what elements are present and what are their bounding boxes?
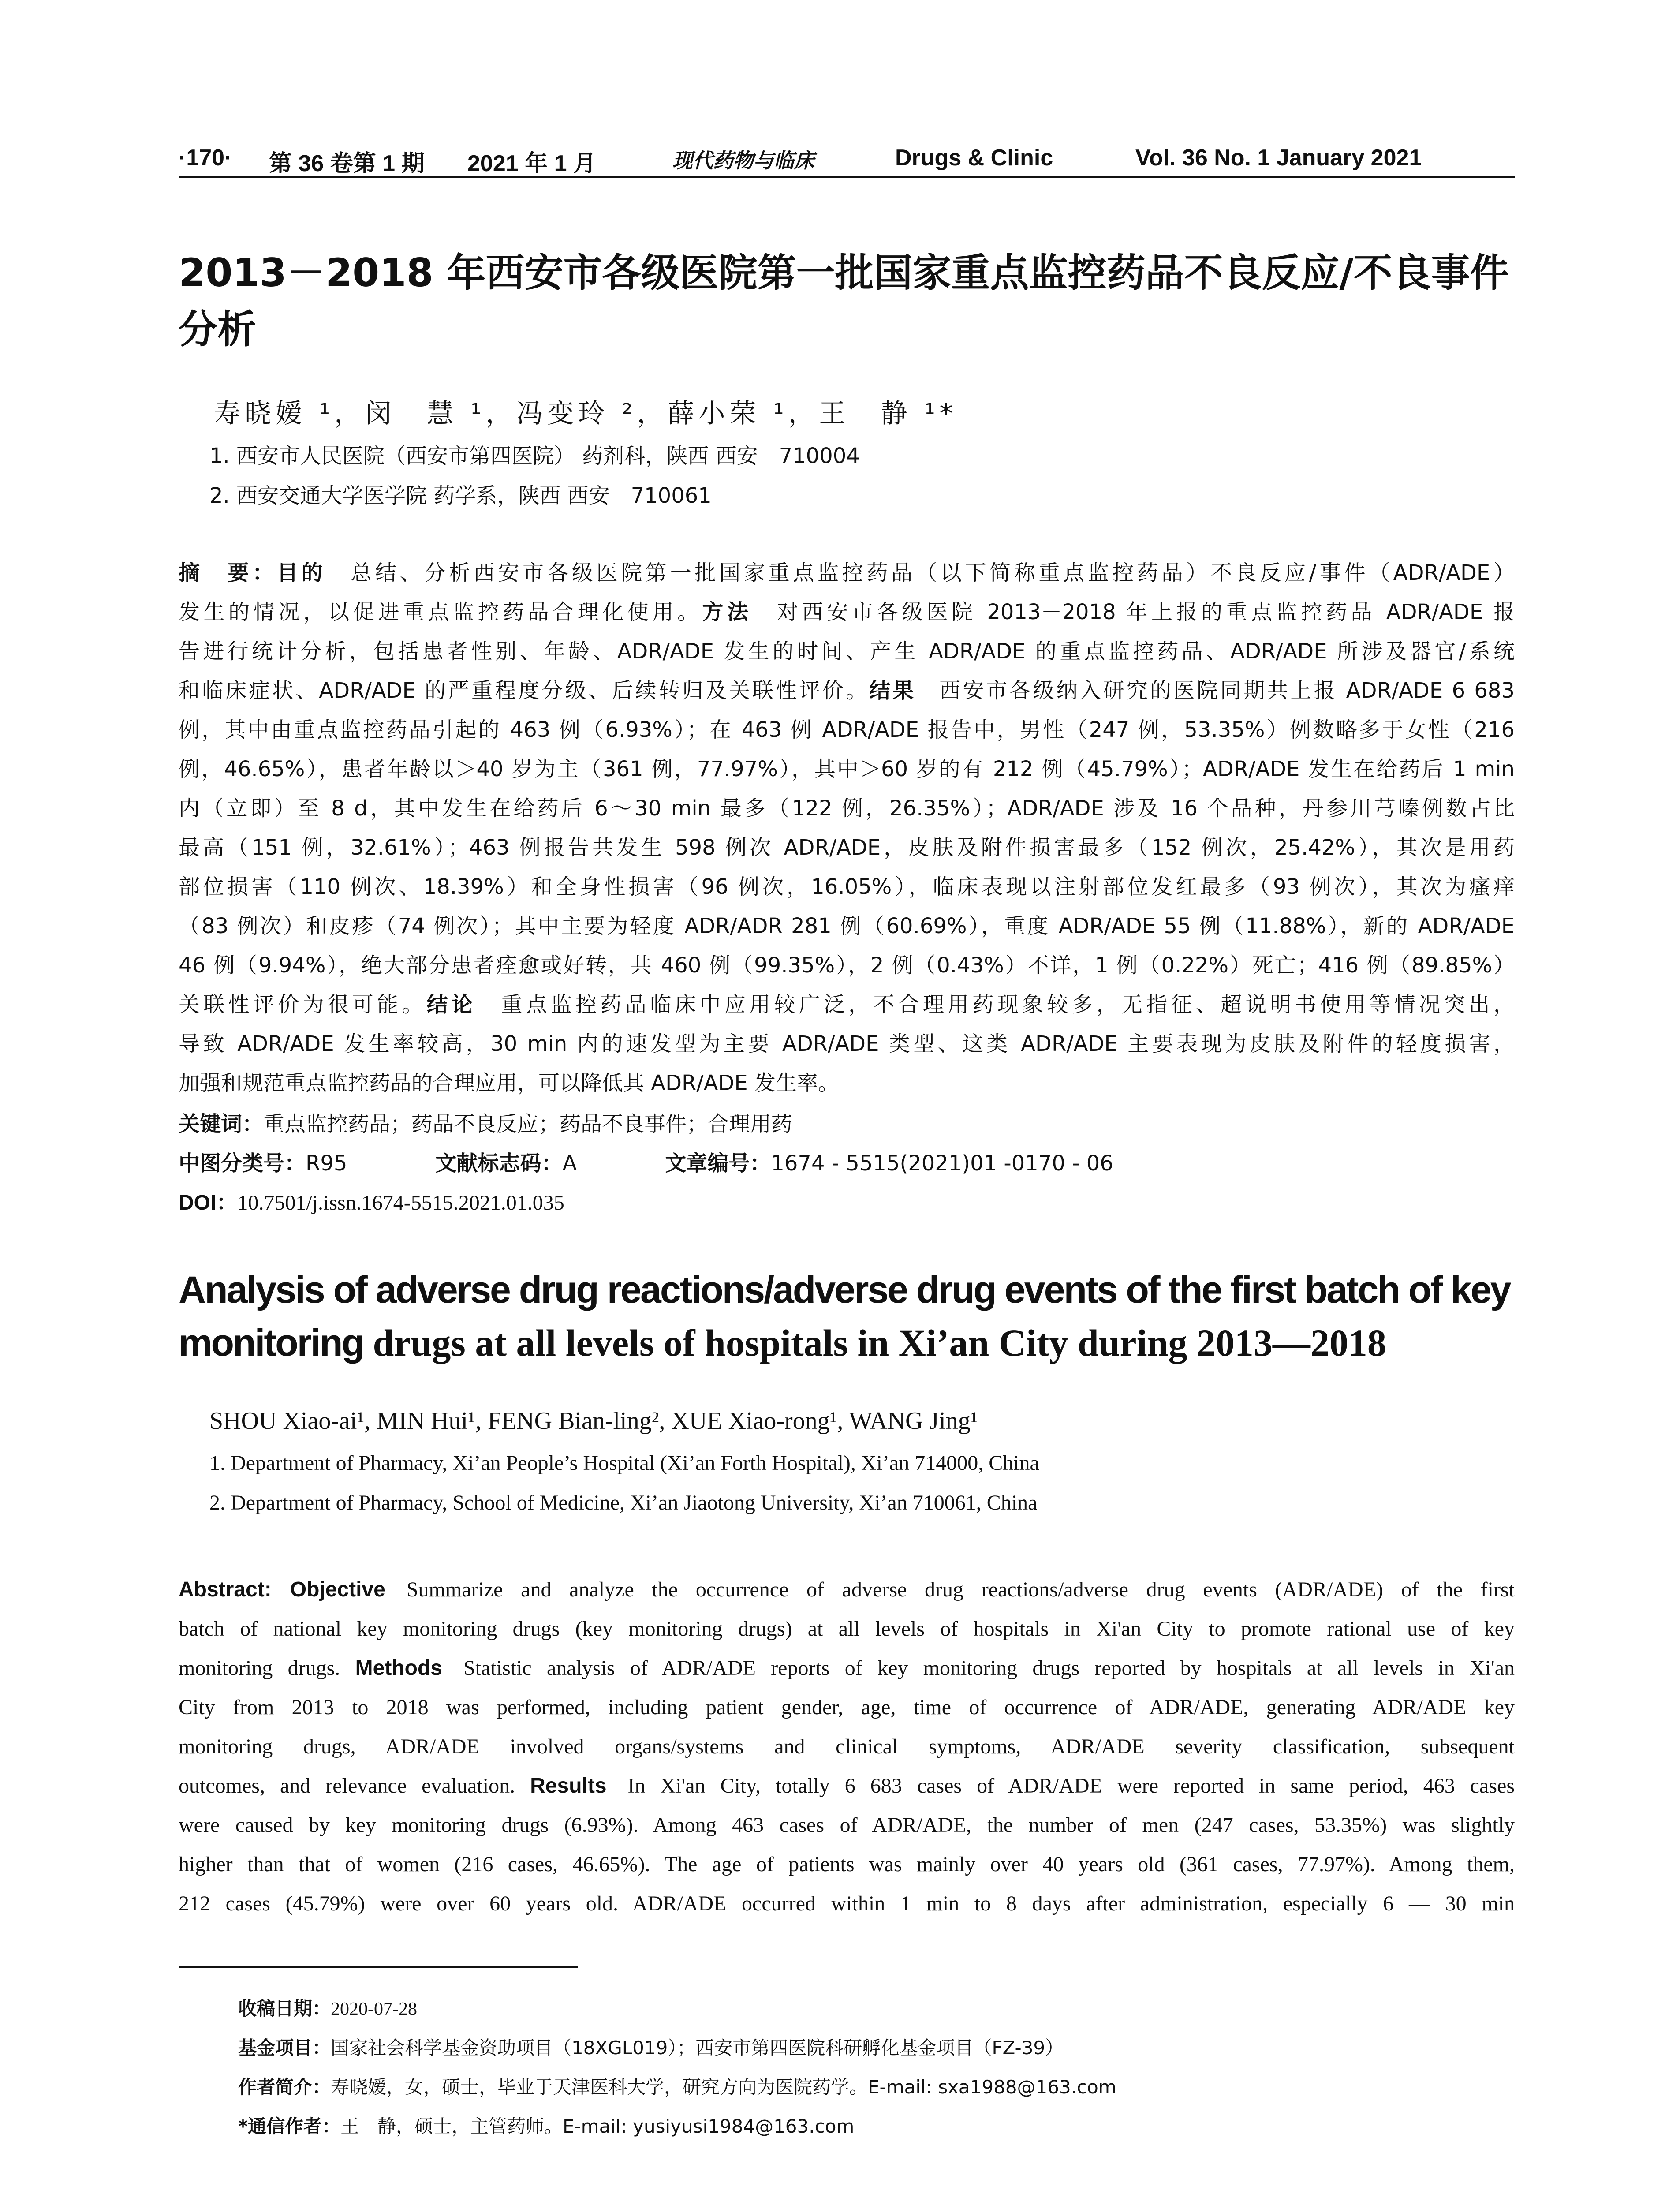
abstract-line: 西安市各级纳入研究的医院同期共上报 ADR/ADE 6 683 xyxy=(937,678,1515,703)
kw-conclusion: 结论 xyxy=(426,992,477,1017)
abstract-line: outcomes, and relevance evaluation. xyxy=(179,1774,515,1798)
abstract-line: 重点监控药品临床中应用较广泛，不合理用药现象较多，无指征、超说明书使用等情况突出， xyxy=(497,992,1515,1017)
abstract-line: 212 cases (45.79%) were over 60 years old. ADR/ADE occurred within 1 min to 8 days after administration, especially 6 — 30 min xyxy=(179,1892,1515,1915)
cn-meta xyxy=(179,1105,1515,1222)
doc-code-label: 文献标志码： xyxy=(435,1151,563,1176)
corresponding-label: *通信作者： xyxy=(238,2115,340,2137)
cn-title-line-1: 2013－2018 年西安市各级医院第一批国家重点监控药品不良反应/不良事件 xyxy=(179,250,1509,295)
en-affiliation-1: 1. Department of Pharmacy, Xi’an People’s Hospital (Xi’an Forth Hospital), Xi’an 714000, China xyxy=(209,1451,1039,1475)
page-number: ·170· xyxy=(179,145,232,171)
abstract-line: batch of national key monitoring drugs (key monitoring drugs) at all levels of hospitals in Xi'an City to promote rational use of key xyxy=(179,1617,1515,1641)
cn-title xyxy=(179,245,1515,358)
abstract-line: 例，46.65%），患者年龄以＞40 岁为主（361 例，77.97%），其中＞60 岁的有 212 例（45.79%）；ADR/ADE 发生在给药后 1 min xyxy=(179,757,1515,781)
fund-label: 基金项目： xyxy=(238,2037,331,2059)
fund-text: 国家社会科学基金资助项目（18XGL019）；西安市第四医院科研孵化基金项目（FZ-39） xyxy=(331,2037,1064,2059)
abstract-line: 例，其中由重点监控药品引起的 463 例（6.93%）；在 463 例 ADR/ADE 报告中，男性（247 例，53.35%）例数略多于女性（216 xyxy=(179,718,1515,742)
bio-label: 作者简介： xyxy=(238,2076,331,2098)
corresponding-text: 王 静，硕士，主管药师。E-mail: yusiyusi1984@163.com xyxy=(340,2115,855,2137)
abstract-line: monitoring drugs, ADR/ADE involved organs/systems and clinical symptoms, ADR/ADE severity classification, subsequent xyxy=(179,1735,1515,1758)
doc-code: A xyxy=(562,1151,577,1176)
received-label: 收稿日期： xyxy=(238,1998,331,2019)
bio-text: 寿晓嫒，女，硕士，毕业于天津医科大学，研究方向为医院药学。E-mail: sxa1988@163.com xyxy=(331,2076,1116,2098)
abstract-line: City from 2013 to 2018 was performed, including patient gender, age, time of occurrence of ADR/ADE, generating ADR/ADE key xyxy=(179,1696,1515,1719)
journal-name-cn: 现代药物与临床 xyxy=(672,149,814,172)
article-number: 1674 - 5515(2021)01 -0170 - 06 xyxy=(771,1151,1113,1176)
kw-results-en: Results xyxy=(530,1774,607,1798)
en-title xyxy=(179,1263,1515,1369)
issue-date: 2021 年 1 月 xyxy=(467,151,596,176)
cn-authors: 寿晓嫒 ¹，闵 慧 ¹，冯变玲 ²，薛小荣 ¹，王 静 ¹* xyxy=(214,398,957,429)
abstract-line: were caused by key monitoring drugs (6.93%). Among 463 cases of ADR/ADE, the number of men (247 cases, 53.35%) was slightly xyxy=(179,1813,1515,1837)
en-abstract xyxy=(179,1570,1515,1923)
footnote-rule xyxy=(179,1966,578,1968)
keywords: 重点监控药品；药品不良反应；药品不良事件；合理用药 xyxy=(263,1112,793,1136)
kw-objective: 目的 xyxy=(276,561,326,585)
abstract-line: 最高（151 例，32.61%）；463 例报告共发生 598 例次 ADR/ADE，皮肤及附件损害最多（152 例次，25.42%），其次是用药 xyxy=(179,835,1515,860)
running-header xyxy=(179,140,1501,180)
abstract-line: In Xi'an City, totally 6 683 cases of ADR/ADE were reported in same period, 463 cases xyxy=(627,1774,1515,1798)
kw-results: 结果 xyxy=(869,678,916,703)
abstract-line: monitoring drugs. xyxy=(179,1656,340,1680)
kw-abstract-objective: Abstract: Objective xyxy=(179,1578,385,1601)
abstract-line: 加强和规范重点监控药品的合理应用，可以降低其 ADR/ADE 发生率。 xyxy=(179,1071,839,1095)
received-date: 2020-07-28 xyxy=(331,1999,417,2019)
cn-affiliation-1: 1. 西安市人民医院（西安市第四医院） 药剂科，陕西 西安 710004 xyxy=(209,444,860,468)
abstract-line: 发生的情况，以促进重点监控药品合理化使用。 xyxy=(179,600,702,624)
abstract-line: Summarize and analyze the occurrence of adverse drug reactions/adverse drug events (ADR/ADE) of the first xyxy=(406,1578,1515,1601)
cn-title-line-2: 分析 xyxy=(179,306,257,352)
journal-name-en: Drugs & Clinic xyxy=(895,145,1053,171)
en-title-line-2b: drugs at all levels of hospitals in Xi’an City during 2013—2018 xyxy=(363,1322,1386,1364)
abstract-line: 对西安市各级医院 2013－2018 年上报的重点监控药品 ADR/ADE 报 xyxy=(773,600,1515,624)
article-number-label: 文章编号： xyxy=(665,1151,771,1176)
doi: 10.7501/j.issn.1674-5515.2021.01.035 xyxy=(237,1191,564,1215)
cn-abstract xyxy=(179,553,1515,1103)
en-title-line-2a: monitoring xyxy=(179,1322,364,1364)
kw-methods: 方法 xyxy=(702,600,752,624)
abstract-line: 总结、分析西安市各级医院第一批国家重点监控药品（以下简称重点监控药品）不良反应/事件（ADR/ADE） xyxy=(347,561,1515,585)
doi-label: DOI： xyxy=(179,1191,238,1215)
volume-en: Vol. 36 No. 1 January 2021 xyxy=(1135,145,1422,171)
abstract-line: 部位损害（110 例次、18.39%）和全身性损害（96 例次，16.05%），临床表现以注射部位发红最多（93 例次），其次为瘙痒 xyxy=(179,875,1515,899)
abstract-line: 46 例（9.94%），绝大部分患者痊愈或好转，共 460 例（99.35%），2 例（0.43%）不详，1 例（0.22%）死亡；416 例（89.85%） xyxy=(179,953,1515,978)
abstract-line: 和临床症状、ADR/ADE 的严重程度分级、后续转归及关联性评价。 xyxy=(179,678,870,703)
clc-code: R95 xyxy=(306,1151,347,1176)
abstract-line: Statistic analysis of ADR/ADE reports of key monitoring drugs reported by hospitals at all levels in Xi'an xyxy=(463,1656,1515,1680)
en-title-line-1: Analysis of adverse drug reactions/adverse drug events of the first batch of key xyxy=(179,1269,1510,1311)
clc-label: 中图分类号： xyxy=(179,1151,306,1176)
abstract-line: 告进行统计分析，包括患者性别、年龄、ADR/ADE 发生的时间、产生 ADR/ADE 的重点监控药品、ADR/ADE 所涉及器官/系统 xyxy=(179,639,1515,664)
abstract-label: 摘 要： xyxy=(179,561,277,585)
cn-affiliation-2: 2. 西安交通大学医学院 药学系，陕西 西安 710061 xyxy=(209,483,712,508)
kw-methods-en: Methods xyxy=(355,1656,442,1680)
keywords-label: 关键词： xyxy=(179,1112,264,1136)
abstract-line: higher than that of women (216 cases, 46.65%). The age of patients was mainly over 40 years old (361 cases, 77.97%). Among them, xyxy=(179,1853,1515,1876)
header-rule xyxy=(179,176,1515,178)
abstract-line: 内（立即）至 8 d，其中发生在给药后 6～30 min 最多（122 例，26.35%）；ADR/ADE 涉及 16 个品种，丹参川芎嗪例数占比 xyxy=(179,796,1515,821)
abstract-line: （83 例次）和皮疹（74 例次）；其中主要为轻度 ADR/ADR 281 例（60.69%），重度 ADR/ADE 55 例（11.88%），新的 ADR/ADE xyxy=(179,914,1515,938)
en-affiliation-2: 2. Department of Pharmacy, School of Medicine, Xi’an Jiaotong University, Xi’an 710061, China xyxy=(209,1491,1038,1514)
footnotes xyxy=(238,1989,1517,2146)
volume-issue: 第 36 卷第 1 期 xyxy=(269,151,425,176)
en-authors: SHOU Xiao-ai¹, MIN Hui¹, FENG Bian-ling², XUE Xiao-rong¹, WANG Jing¹ xyxy=(209,1407,978,1435)
abstract-line: 关联性评价为很可能。 xyxy=(179,992,427,1017)
abstract-line: 导致 ADR/ADE 发生率较高，30 min 内的速发型为主要 ADR/ADE 类型、这类 ADR/ADE 主要表现为皮肤及附件的轻度损害， xyxy=(179,1031,1515,1056)
